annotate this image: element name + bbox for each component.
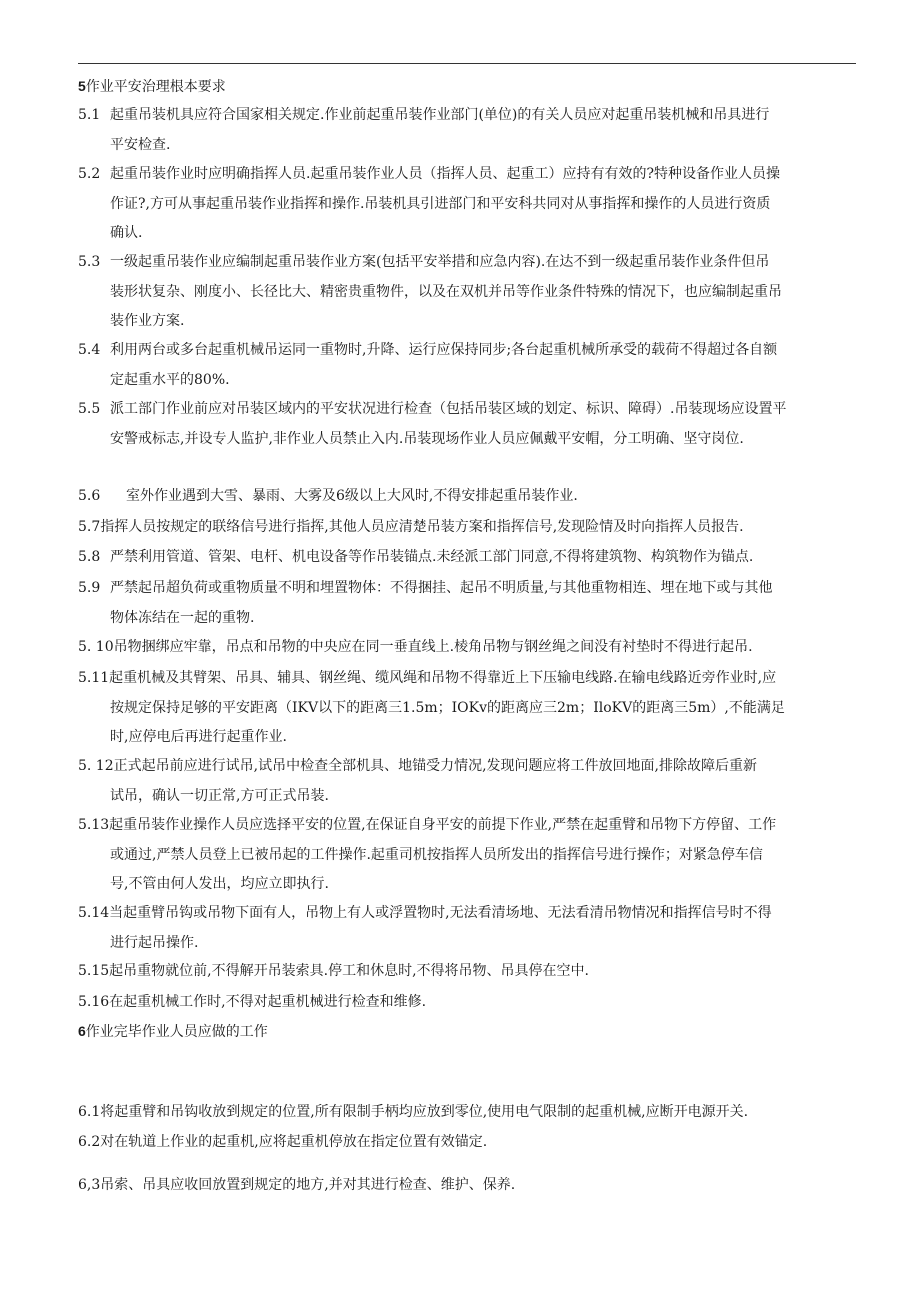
- clause-text: 吊物捆绑应牢靠，吊点和吊物的中央应在同一垂直线上.棱角吊物与钢丝绳之间没有衬垫时不得进行起吊.: [113, 639, 753, 655]
- clause-line: [78, 307, 858, 337]
- clause-text: 按规定保持足够的平安距离（IKV以下的距离三1.5m；IOKv的距离应三2m；IloKV的距离三5m）,不能满足: [110, 699, 785, 716]
- clause-number: 5.2: [78, 166, 101, 182]
- clause-number: 5.13: [78, 817, 110, 833]
- clause-item: [78, 811, 858, 900]
- clause-line: [78, 574, 858, 604]
- clause-number: 5.4: [78, 342, 101, 358]
- clause-item: [78, 664, 858, 753]
- clause-number: 5.7: [78, 519, 101, 535]
- section-heading-number: 5: [78, 78, 86, 94]
- section-heading-number: 6: [78, 1023, 86, 1039]
- clause-text: 吊索、吊具应收回放置到规定的地方,并对其进行检查、维护、保养.: [100, 1177, 516, 1193]
- clause-line: [78, 131, 858, 161]
- clause-number: 5.16: [78, 994, 110, 1010]
- clause-line: [78, 841, 858, 871]
- clause-text: 起重吊装机具应符合国家相关规定.作业前起重吊装作业部门(单位)的有关人员应对起重吊装机械和吊具进行: [110, 107, 770, 123]
- clause-text: 起重机械及其臂架、吊具、辅具、钢丝绳、缆风绳和吊物不得靠近上下压输电线路.在输电线路近旁作业时,应: [109, 670, 777, 686]
- clause-item: [78, 988, 858, 1018]
- clause-number: 5.8: [78, 549, 101, 565]
- clause-text: 当起重臂吊钩或吊物下面有人，吊物上有人或浮置物时,无法看清场地、无法看清吊物情况和指挥信号时不得: [109, 905, 772, 921]
- clause-line: [78, 782, 858, 812]
- clause-item: [78, 574, 858, 633]
- clause-item: [78, 101, 858, 160]
- clause-line: [78, 336, 858, 366]
- clause-text: 严禁起吊超负荷或重物质量不明和埋置物体：不得捆挂、起吊不明质量,与其他重物相连、埋在地下或与其他: [110, 580, 773, 596]
- clause-text: 装形状复杂、刚度小、长径比大、精密贵重物件，以及在双机并吊等作业条件特殊的情况下，也应编制起重吊: [110, 283, 782, 300]
- clause-text: 起重吊装作业操作人员应选择平安的位置,在保证自身平安的前提下作业,严禁在起重臂和吊物下方停留、工作: [109, 817, 777, 833]
- clause-text: 装作业方案.: [110, 313, 185, 329]
- clause-item: [78, 1098, 858, 1128]
- clause-line: [78, 1098, 858, 1128]
- clause-line: [78, 190, 858, 220]
- header-rule: [78, 63, 856, 64]
- clause-text: 起重吊装作业时应明确指挥人员.起重吊装作业人员（指挥人员、起重工）应持有有效的?特种设备作业人员操: [110, 166, 780, 182]
- clause-text: 平安检查.: [110, 136, 171, 153]
- clause-item: [78, 160, 858, 249]
- clause-number: 5.14: [78, 905, 110, 921]
- clause-line: [78, 811, 858, 841]
- clause-text: 确认.: [110, 225, 143, 241]
- clause-text: 或通过,严禁人员登上已被吊起的工件操作.起重司机按指挥人员所发出的指挥信号进行操作；对紧急停车信: [110, 846, 763, 863]
- clause-item: [78, 899, 858, 958]
- clause-line: [78, 929, 858, 959]
- clause-line: [78, 248, 858, 278]
- clause-item: [78, 482, 858, 512]
- clause-number: 5.6: [78, 488, 101, 504]
- clause-item: [78, 1171, 858, 1201]
- clause-line: [78, 633, 858, 663]
- clause-number: 5.9: [78, 580, 101, 596]
- clause-number: 5. 12: [78, 758, 114, 774]
- clause-line: [78, 160, 858, 190]
- clause-line: [78, 513, 858, 543]
- clause-text: 物体冻结在一起的重物.: [110, 609, 255, 626]
- clause-item: [78, 395, 858, 454]
- clause-text: 正式起吊前应进行试吊,试吊中检查全部机具、地锚受力情况,发现问题应将工件放回地面,排除故障后重新: [113, 758, 757, 774]
- clause-text: 将起重臂和吊钩收放到规定的位置,所有限制手柄均应放到零位,使用电气限制的起重机械,应断开电源开关.: [100, 1104, 749, 1120]
- clause-text: 号,不管由何人发出，均应立即执行.: [110, 876, 329, 892]
- clause-text: 作证?,方可从事起重吊装作业指挥和操作.吊装机具引进部门和平安科共同对从事指挥和操作的人员进行资质: [110, 195, 771, 212]
- clause-text: 进行起吊操作.: [110, 934, 199, 951]
- clause-text: 试吊，确认一切正常,方可正式吊装.: [110, 787, 329, 804]
- clause-line: [78, 482, 858, 512]
- clause-item: [78, 957, 858, 987]
- clause-number: 5. 10: [78, 639, 114, 655]
- clause-line: [78, 543, 858, 573]
- clause-text: 时,应停电后再进行起重作业.: [110, 729, 287, 745]
- clause-line: [78, 870, 858, 900]
- section-heading: [78, 1017, 858, 1048]
- clause-number: 5.15: [78, 963, 110, 979]
- clause-item: [78, 513, 858, 543]
- clause-line: [78, 664, 858, 694]
- clause-line: [78, 604, 858, 634]
- clause-line: [78, 752, 858, 782]
- clause-line: [78, 723, 858, 753]
- clause-text: 在起重机械工作时,不得对起重机械进行检查和维修.: [109, 994, 427, 1010]
- clause-text: 严禁利用管道、管架、电杆、机电设备等作吊装锚点.未经派工部门同意,不得将建筑物、构筑物作为锚点.: [110, 549, 754, 565]
- clause-text: 指挥人员按规定的联络信号进行指挥,其他人员应清楚吊装方案和指挥信号,发现险情及时向指挥人员报告.: [100, 519, 744, 535]
- clause-line: [78, 395, 858, 425]
- clause-line: [78, 1171, 858, 1201]
- clause-number: 6,3: [78, 1177, 101, 1193]
- clause-item: [78, 248, 858, 337]
- section-heading-text: 作业完毕作业人员应做的工作: [85, 1024, 268, 1040]
- clause-number: 6.2: [78, 1134, 101, 1150]
- clause-number: 5.1: [78, 107, 101, 123]
- clause-text: 起吊重物就位前,不得解开吊装索具.停工和休息时,不得将吊物、吊具停在空中.: [109, 963, 589, 979]
- clause-text: 室外作业遇到大雪、暴雨、大雾及6级以上大风时,不得安排起重吊装作业.: [126, 488, 578, 504]
- clause-number: 5.5: [78, 401, 101, 417]
- clause-line: [78, 425, 858, 455]
- clause-line: [78, 101, 858, 131]
- clause-line: [78, 899, 858, 929]
- clause-line: [78, 1128, 858, 1158]
- section-heading-text: 作业平安治理根本要求: [85, 79, 226, 95]
- clause-item: [78, 633, 858, 663]
- clause-line: [78, 694, 858, 724]
- clause-text: 定起重水平的80%.: [110, 371, 230, 388]
- clause-number: 5.3: [78, 254, 101, 270]
- clause-line: [78, 219, 858, 249]
- clause-line: [78, 278, 858, 308]
- clause-number: 6.1: [78, 1104, 101, 1120]
- clause-text: 一级起重吊装作业应编制起重吊装作业方案(包括平安举措和应急内容).在达不到一级起重吊装作业条件但吊: [110, 254, 770, 270]
- clause-line: [78, 366, 858, 396]
- clause-item: [78, 543, 858, 573]
- clause-item: [78, 336, 858, 395]
- clause-number: 5.11: [78, 670, 110, 686]
- clause-text: 派工部门作业前应对吊装区域内的平安状况进行检查（包括吊装区域的划定、标识、障碍）.吊装现场应设置平: [110, 401, 787, 417]
- clause-line: [78, 957, 858, 987]
- clause-item: [78, 752, 858, 811]
- clause-text: 对在轨道上作业的起重机,应将起重机停放在指定位置有效锚定.: [100, 1134, 488, 1150]
- section-heading: [78, 72, 858, 103]
- clause-line: [78, 988, 858, 1018]
- clause-item: [78, 1128, 858, 1158]
- clause-text: 利用两台或多台起重机械吊运同一重物时,升降、运行应保持同步;各台起重机械所承受的载荷不得超过各自额: [110, 342, 778, 358]
- clause-text: 安警戒标志,并设专人监护,非作业人员禁止入内.吊装现场作业人员应佩戴平安帽，分工明确、坚守岗位.: [110, 430, 744, 447]
